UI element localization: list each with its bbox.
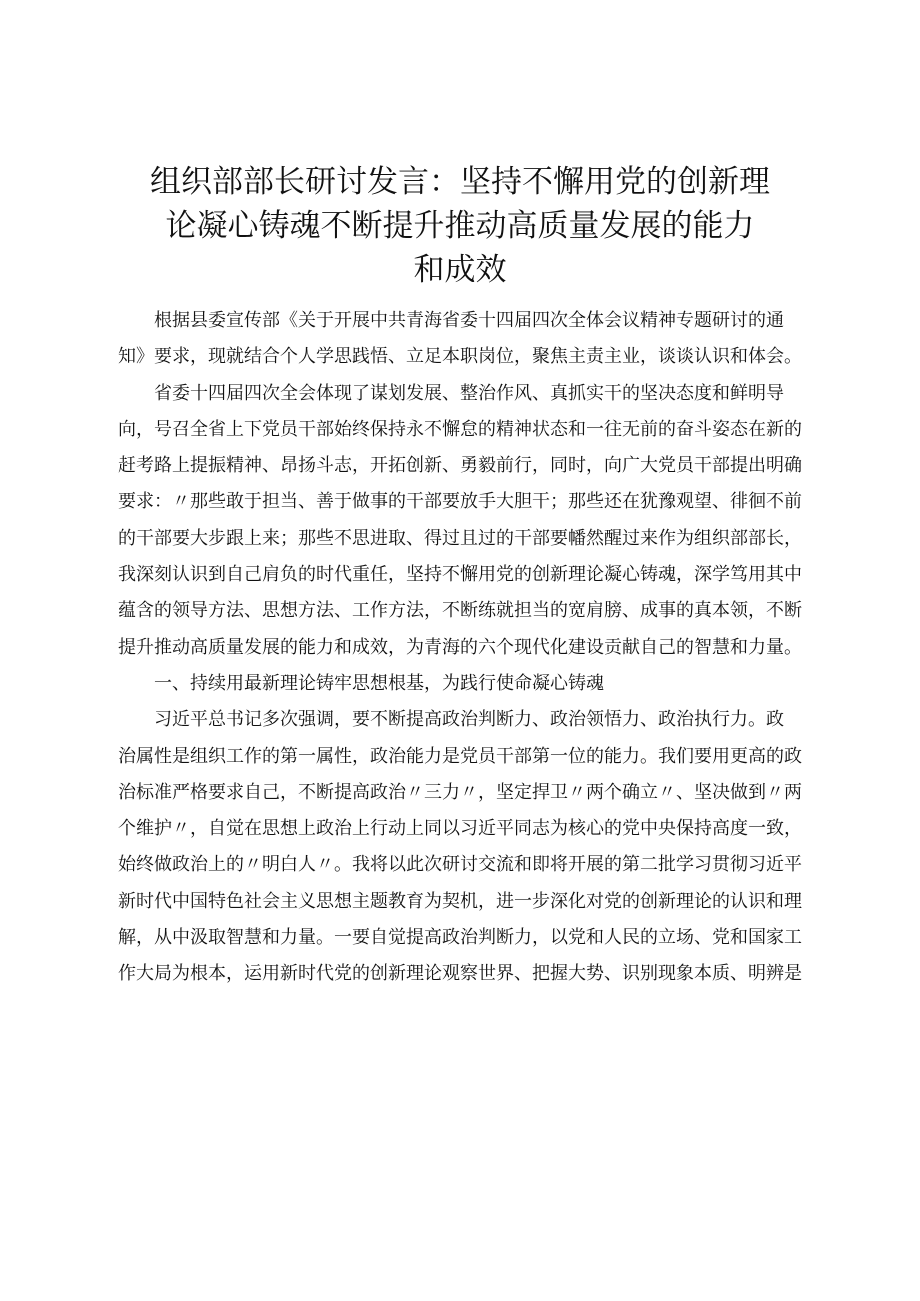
title-line: 和成效 <box>413 252 507 288</box>
text-line: 蕴含的领导方法、思想方法、工作方法，不断练就担当的宽肩膀、成事的真本领，不断 <box>118 600 802 622</box>
text-line: 省委十四届四次全会体现了谋划发展、整治作风、真抓实干的坚决态度和鲜明导 <box>154 382 784 404</box>
text-line: 赶考路上提振精神、昂扬斗志，开拓创新、勇毅前行，同时，向广大党员干部提出明确 <box>118 455 802 477</box>
text-line: 治属性是组织工作的第一属性，政治能力是党员干部第一位的能力。我们要用更高的政 <box>118 745 802 767</box>
text-line: 知》要求，现就结合个人学思践悟、立足本职岗位，聚焦主责主业，谈谈认识和体会。 <box>118 346 802 368</box>
text-line: 一、持续用最新理论铸牢思想根基，为践行使命凝心铸魂 <box>154 672 604 694</box>
title-line: 论凝心铸魂不断提升推动高质量发展的能力 <box>165 208 755 244</box>
text-line: 解，从中汲取智慧和力量。一要自觉提高政治判断力，以党和人民的立场、党和国家工 <box>118 927 802 949</box>
text-line: 提升推动高质量发展的能力和成效，为青海的六个现代化建设贡献自己的智慧和力量。 <box>118 636 802 658</box>
paragraph-intro <box>118 303 830 376</box>
text-line: 根据县委宣传部《关于开展中共青海省委十四届四次全体会议精神专题研讨的通 <box>154 310 784 331</box>
text-line: 习近平总书记多次强调，要不断提高政治判断力、政治领悟力、政治执行力。政 <box>154 709 784 731</box>
document-body <box>118 303 830 993</box>
text-line: 向，号召全省上下党员干部始终保持永不懈怠的精神状态和一往无前的奋斗姿态在新的 <box>118 418 802 440</box>
text-line: 我深刻认识到自己肩负的时代重任，坚持不懈用党的创新理论凝心铸魂，深学笃用其中 <box>118 564 802 586</box>
text-line: 个维护〃，自觉在思想上政治上行动上同以习近平同志为核心的党中央保持高度一致， <box>118 818 802 840</box>
text-line: 作大局为根本，运用新时代党的创新理论观察世界、把握大势、识别现象本质、明辨是 <box>118 963 802 985</box>
text-line: 始终做政治上的〃明白人〃。我将以此次研讨交流和即将开展的第二批学习贯彻习近平 <box>118 854 802 876</box>
paragraph-plenary <box>118 376 830 666</box>
text-line: 的干部要大步跟上来；那些不思进取、得过且过的干部要幡然醒过来作为组织部部长， <box>118 527 802 549</box>
paragraph-section-1 <box>118 702 830 992</box>
text-line: 要求：〃那些敢于担当、善于做事的干部要放手大胆干；那些还在犹豫观望、徘徊不前 <box>118 491 802 513</box>
text-line: 新时代中国特色社会主义思想主题教育为契机，进一步深化对党的创新理论的认识和理 <box>118 890 802 912</box>
document-title <box>120 160 800 292</box>
title-line: 组织部部长研讨发言：坚持不懈用党的创新理 <box>150 164 770 200</box>
section-heading-1 <box>118 666 830 702</box>
text-line: 治标准严格要求自己，不断提高政治〃三力〃，坚定捍卫〃两个确立〃、坚决做到〃两 <box>118 781 802 803</box>
